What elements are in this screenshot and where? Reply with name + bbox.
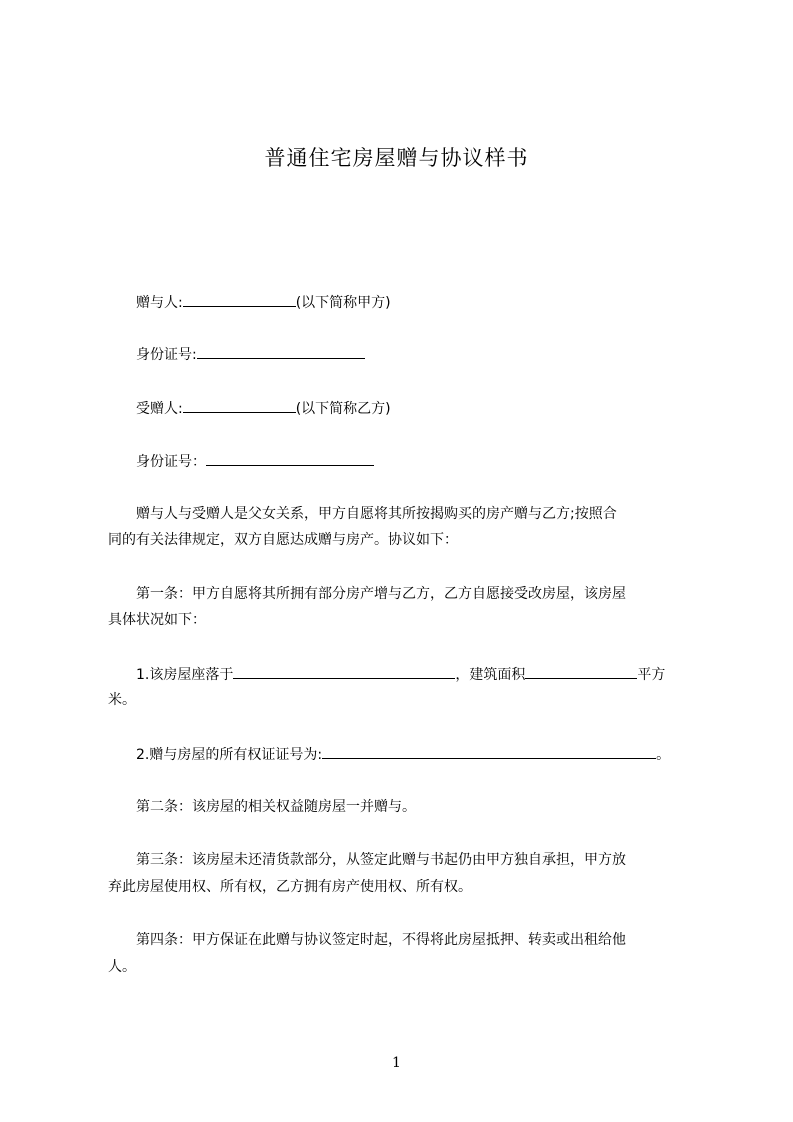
article1-line-1: 第一条：甲方自愿将其所拥有部分房产增与乙方，乙方自愿接受改房屋，该房屋: [136, 586, 626, 602]
article2-line: 第二条：该房屋的相关权益随房屋一并赠与。: [136, 799, 416, 815]
item1-line-2: 米。: [108, 692, 136, 708]
donor-id-label: 身份证号:: [136, 347, 197, 363]
intro-line-2: 同的有关法律规定，双方自愿达成赠与房产。协议如下：: [108, 532, 458, 548]
recipient-id-line: [136, 451, 374, 472]
document-title: 普通住宅房屋赠与协议样书: [264, 146, 529, 170]
article3-line-1: 第三条：该房屋未还清货款部分，从签定此赠与书起仍由甲方独自承担，甲方放: [136, 852, 626, 868]
item2-prefix: 2.赠与房屋的所有权证证号为:: [136, 747, 323, 763]
donor-id-blank[interactable]: [197, 344, 365, 359]
item1-prefix: 1.该房屋座落于: [136, 667, 234, 683]
recipient-id-label: 身份证号：: [136, 454, 206, 470]
location-blank[interactable]: [233, 664, 455, 679]
page-number: 1: [392, 1055, 401, 1071]
item2-suffix: 。: [656, 747, 671, 763]
recipient-id-blank[interactable]: [206, 451, 374, 466]
article3-line-2: 弃此房屋使用权、所有权，乙方拥有房产使用权、所有权。: [108, 879, 472, 895]
donor-name-blank[interactable]: [183, 292, 296, 307]
donor-id-line: [136, 344, 365, 365]
recipient-label: 受赠人:: [136, 401, 183, 417]
donor-label: 赠与人:: [136, 295, 183, 311]
item1-middle: ，建筑面积: [455, 667, 526, 683]
donor-line: [136, 292, 391, 313]
recipient-name-blank[interactable]: [183, 398, 296, 413]
area-blank[interactable]: [525, 664, 637, 679]
item1-line-1: [136, 664, 665, 685]
recipient-line: [136, 398, 391, 419]
article4-line-2: 人。: [108, 959, 136, 975]
article1-line-2: 具体状况如下：: [108, 612, 206, 628]
article4-line-1: 第四条：甲方保证在此赠与协议签定时起，不得将此房屋抵押、转卖或出租给他: [136, 932, 626, 948]
ownership-certificate-blank[interactable]: [322, 744, 656, 759]
recipient-suffix: (以下简称乙方): [295, 401, 391, 417]
donor-suffix: (以下简称甲方): [295, 295, 391, 311]
intro-line-1: 赠与人与受赠人是父女关系，甲方自愿将其所按揭购买的房产赠与乙方;按照合: [136, 506, 617, 522]
item2-line: [136, 744, 670, 765]
item1-suffix: 平方: [637, 667, 666, 683]
